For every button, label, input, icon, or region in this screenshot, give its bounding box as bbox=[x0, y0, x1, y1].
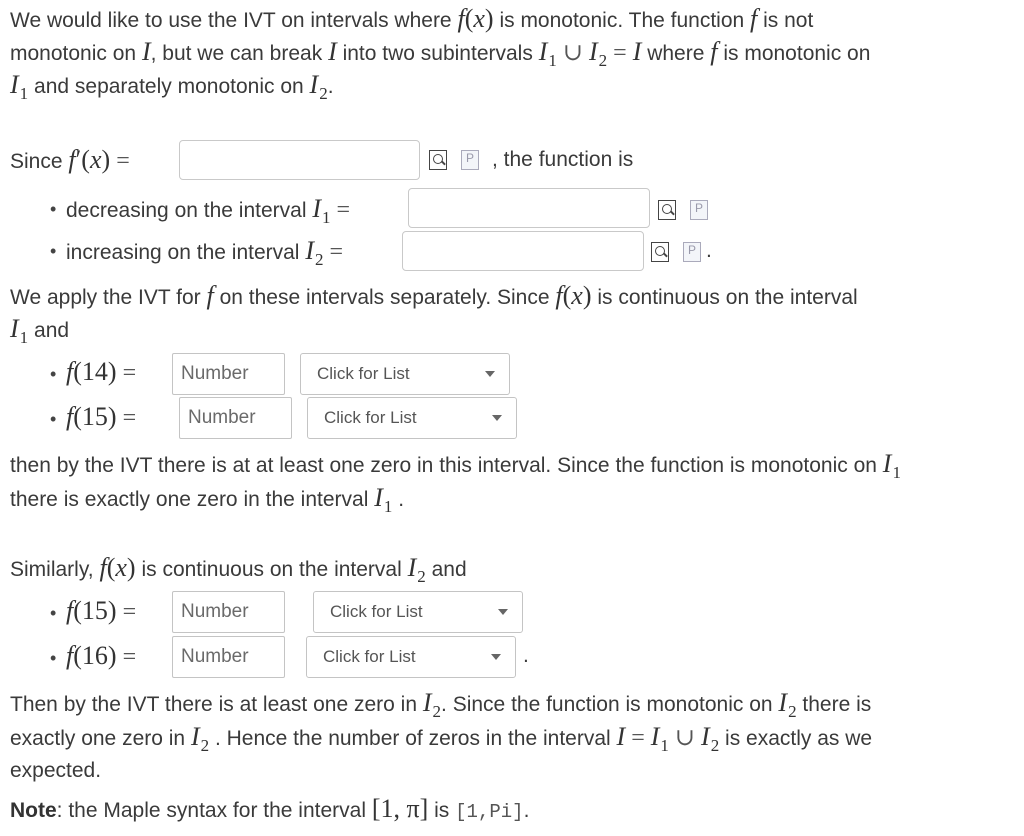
f15b-number-input[interactable] bbox=[172, 591, 285, 633]
similarly-text: is continuous on the interval bbox=[141, 558, 402, 581]
similarly-text: and bbox=[431, 558, 467, 581]
f16-label: f(16) = bbox=[66, 641, 137, 670]
math-f: f bbox=[750, 4, 758, 33]
math-fx: f bbox=[457, 4, 465, 33]
math-interval: [1, π] bbox=[371, 794, 429, 823]
f15-number-input[interactable] bbox=[179, 397, 292, 439]
then-text: then by the IVT there is at at least one zero in this interval. Since the function is monotonic on bbox=[10, 454, 877, 477]
then1-line-2: there is exactly one zero in the interval $I_1$ . bbox=[10, 483, 405, 516]
derivative-input[interactable] bbox=[179, 140, 420, 180]
intro-line-3: $I_1$ and separately monotonic on $I_2$. bbox=[10, 70, 334, 103]
math-I1: $I_1$ bbox=[10, 314, 29, 347]
chevron-down-icon bbox=[491, 654, 501, 660]
period: . bbox=[523, 644, 529, 667]
f-arg: 15 bbox=[81, 596, 108, 625]
f15b-label: f(15) = bbox=[66, 596, 137, 625]
f-arg: 14 bbox=[81, 357, 108, 386]
increasing-interval-input[interactable] bbox=[402, 231, 644, 271]
conclusion-text: Then by the IVT there is at least one zero in bbox=[10, 693, 418, 716]
increasing-line: increasing on the interval $I_2$ = bbox=[66, 236, 344, 269]
intro-text: into two subintervals bbox=[342, 42, 533, 65]
decreasing-label: decreasing on the interval bbox=[66, 199, 307, 222]
intro-text: and separately monotonic on bbox=[34, 75, 304, 98]
f16-number-input[interactable] bbox=[172, 636, 285, 678]
note-text: is bbox=[434, 799, 450, 822]
f15-label: f(15) = bbox=[66, 402, 137, 431]
intro-text: is monotonic. The function bbox=[499, 9, 745, 32]
apply-text: We apply the IVT for bbox=[10, 286, 201, 309]
math-I2: $I_2$ bbox=[407, 553, 426, 586]
bullet: • bbox=[50, 409, 57, 429]
apply-line-1: We apply the IVT for f on these intervals separately. Since f(x) is continuous on the interval bbox=[10, 281, 858, 310]
math-I: I bbox=[141, 37, 151, 66]
conclusion-line-1 bbox=[10, 688, 871, 721]
f14-list-select[interactable] bbox=[300, 353, 510, 395]
similarly-line: Similarly, f(x) is continuous on the interval $I_2$ and bbox=[10, 553, 467, 586]
bullet: • bbox=[50, 241, 57, 261]
maple-syntax: [1,Pi] bbox=[455, 801, 524, 823]
math-I2: $I_2$ bbox=[422, 688, 442, 721]
bullet: • bbox=[50, 648, 57, 668]
chevron-down-icon bbox=[498, 609, 508, 615]
math-f: f bbox=[710, 37, 718, 66]
intro-text: monotonic on bbox=[10, 42, 137, 65]
decreasing-interval-input[interactable] bbox=[408, 188, 650, 228]
f-arg: 16 bbox=[81, 641, 108, 670]
then-text: there is exactly one zero in the interval bbox=[10, 488, 369, 511]
preview-icon[interactable] bbox=[651, 242, 669, 262]
select-label: Click for List bbox=[323, 647, 416, 666]
math-I1: $I_1$ bbox=[10, 70, 29, 103]
help-icon[interactable] bbox=[683, 242, 701, 262]
conclusion-text: . Hence the number of zeros in the interval bbox=[214, 727, 611, 750]
since-text: Since bbox=[10, 150, 63, 173]
f15-list-select[interactable] bbox=[307, 397, 517, 439]
since-tail bbox=[492, 145, 633, 175]
math-I2: $I_2$ bbox=[305, 236, 324, 269]
note-line bbox=[10, 794, 529, 827]
intro-line-1: We would like to use the IVT on intervals where f(x) is monotonic. The function f is not bbox=[10, 4, 814, 33]
increasing-label: increasing on the interval bbox=[66, 241, 300, 264]
f14-label: f(14) = bbox=[66, 357, 137, 386]
conclusion-text: is exactly as we bbox=[725, 727, 873, 750]
math-f: f bbox=[206, 281, 214, 310]
similarly-text: Similarly, bbox=[10, 558, 94, 581]
since-line: Since f′(x) = bbox=[10, 145, 130, 174]
conclusion-text: there is bbox=[802, 693, 872, 716]
math-I2: $I_2$ bbox=[778, 688, 797, 721]
conclusion-text: . Since the function is monotonic on bbox=[441, 693, 773, 716]
intro-line-2: monotonic on I, but we can break I into two subintervals $I_1$ ∪ $I_2 = I$ where f is monotonic on bbox=[10, 37, 871, 70]
math-I1: $I_1$ bbox=[882, 449, 901, 482]
math-I1: $I_1$ bbox=[312, 194, 331, 227]
select-label: Click for List bbox=[317, 364, 410, 383]
select-label: Click for List bbox=[330, 602, 423, 621]
chevron-down-icon bbox=[485, 371, 495, 377]
help-icon[interactable] bbox=[461, 150, 479, 170]
math-fx: f bbox=[99, 553, 107, 582]
period: . bbox=[706, 239, 712, 262]
apply-text: on these intervals separately. Since bbox=[219, 286, 550, 309]
conclusion-text: expected. bbox=[10, 759, 102, 782]
conclusion-text: exactly one zero in bbox=[10, 727, 186, 750]
note-label: Note bbox=[10, 799, 57, 822]
note-text: . bbox=[523, 799, 530, 822]
help-icon[interactable] bbox=[690, 200, 708, 220]
select-label: Click for List bbox=[324, 408, 417, 427]
bullet: • bbox=[50, 364, 57, 384]
apply-line-2 bbox=[10, 314, 69, 347]
conclusion-line-2: exactly one zero in $I_2$ . Hence the number of zeros in the interval $I = I_1$ ∪ $I_2$ is exactly as we bbox=[10, 722, 873, 755]
intro-text: is not bbox=[763, 9, 814, 32]
math-I2: $I_2$ bbox=[309, 70, 328, 103]
then1-line-1 bbox=[10, 449, 901, 482]
apply-text: and bbox=[34, 319, 70, 342]
preview-icon[interactable] bbox=[658, 200, 676, 220]
note-text: : the Maple syntax for the interval bbox=[56, 799, 366, 822]
math-I2: $I_2$ bbox=[190, 722, 210, 755]
chevron-down-icon bbox=[492, 415, 502, 421]
intro-text: where bbox=[647, 42, 705, 65]
apply-text: is continuous on the interval bbox=[597, 286, 858, 309]
decreasing-line: decreasing on the interval $I_1$ = bbox=[66, 194, 351, 227]
f15b-list-select[interactable] bbox=[313, 591, 523, 633]
intro-text: is monotonic on bbox=[723, 42, 871, 65]
f16-list-select[interactable] bbox=[306, 636, 516, 678]
intro-text: We would like to use the IVT on intervals where bbox=[10, 9, 452, 32]
since-text: , the function is bbox=[492, 148, 634, 171]
bullet: • bbox=[50, 199, 57, 219]
f-arg: 15 bbox=[81, 402, 108, 431]
f14-number-input[interactable] bbox=[172, 353, 285, 395]
math-union: I bbox=[616, 722, 626, 751]
preview-icon[interactable] bbox=[429, 150, 447, 170]
bullet: • bbox=[50, 603, 57, 623]
math-fx: f bbox=[555, 281, 563, 310]
math-I: I bbox=[328, 37, 337, 66]
math-I1: $I_1$ bbox=[374, 483, 393, 516]
intro-text: , but we can break bbox=[150, 42, 323, 65]
conclusion-line-3 bbox=[10, 756, 101, 786]
math-fprime: f bbox=[68, 145, 76, 174]
math-union: $I_1$ bbox=[538, 37, 557, 70]
